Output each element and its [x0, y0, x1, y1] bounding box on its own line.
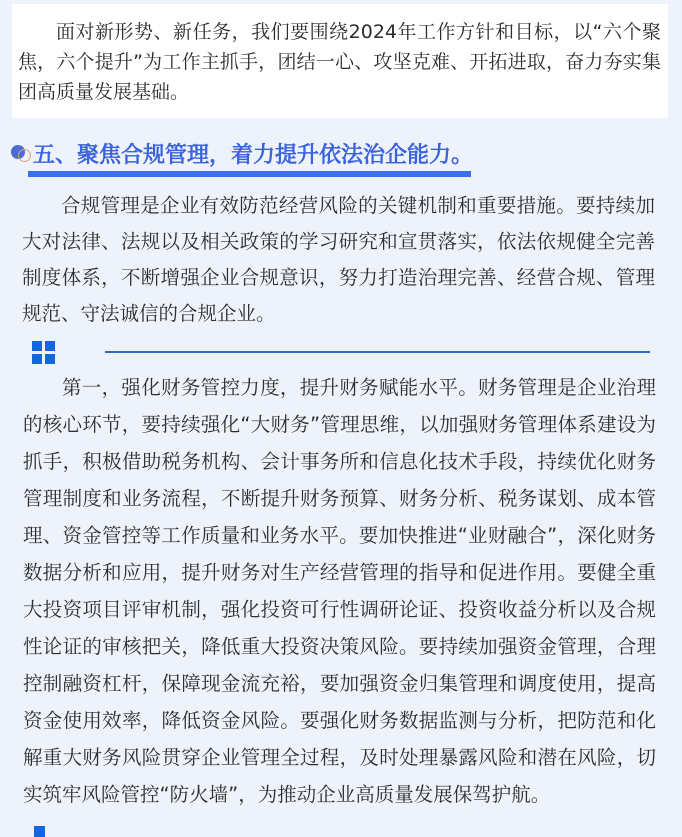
point-one-paragraph: 第一，强化财务管控力度，提升财务赋能水平。财务管理是企业治理的核心环节，要持续强化“大财务”管理思维，以加强财务管理体系建设为抓手，积极借助税务机构、会计事务所和信息化技术手段，持续优化财务管理制度和业务流程，不断提升财务预算、财务分析、税务谋划、成本管理、资金管控等工作质量和业务水平。要加快推进“业财融合”，深化财务数据分析和应用，提升财务对生产经营管理的指导和促进作用。要健全重大投资项目评审机制，强化投资可行性调研论证、投资收益分析以及合规性论证的审核把关，降低重大投资决策风险。要持续加强资金管理，合理控制融资杠杆，保障现金流充裕，要加强资金归集管理和调度使用，提高资金使用效率，降低资金风险。要强化财务数据监测与分析，把防范和化解重大财务风险贯穿企业管理全过程，及时处理暴露风险和潜在风险，切实筑牢风险管控“防火墙”，为推动企业高质量发展保驾护航。	[23, 376, 656, 806]
section-heading: 五、聚焦合规管理，着力提升依法治企能力。	[33, 143, 474, 168]
bullet-ring-icon	[18, 149, 31, 162]
section-header	[0, 143, 682, 169]
intro-paragraph: 面对新形势、新任务，我们要围绕2024年工作方针和目标，以“六个聚焦，六个提升”为工作主抓手，团结一心、攻坚克难、开拓进取，奋力夯实集团高质量发展基础。	[18, 21, 661, 103]
intro-card	[12, 4, 668, 118]
bullet-target-icon	[11, 145, 37, 167]
heading-underline	[28, 171, 471, 177]
grid-squares-icon	[32, 341, 55, 364]
article-page	[0, 4, 682, 806]
end-marker-square	[34, 826, 45, 837]
section-divider	[32, 340, 650, 364]
divider-line	[105, 351, 650, 353]
compliance-paragraph: 合规管理是企业有效防范经营风险的关键机制和重要措施。要持续加大对法律、法规以及相关政策的学习研究和宣贯落实，依法依规健全完善制度体系，不断增强企业合规意识，努力打造治理完善、经营合规、管理规范、守法诚信的合规企业。	[22, 194, 655, 325]
